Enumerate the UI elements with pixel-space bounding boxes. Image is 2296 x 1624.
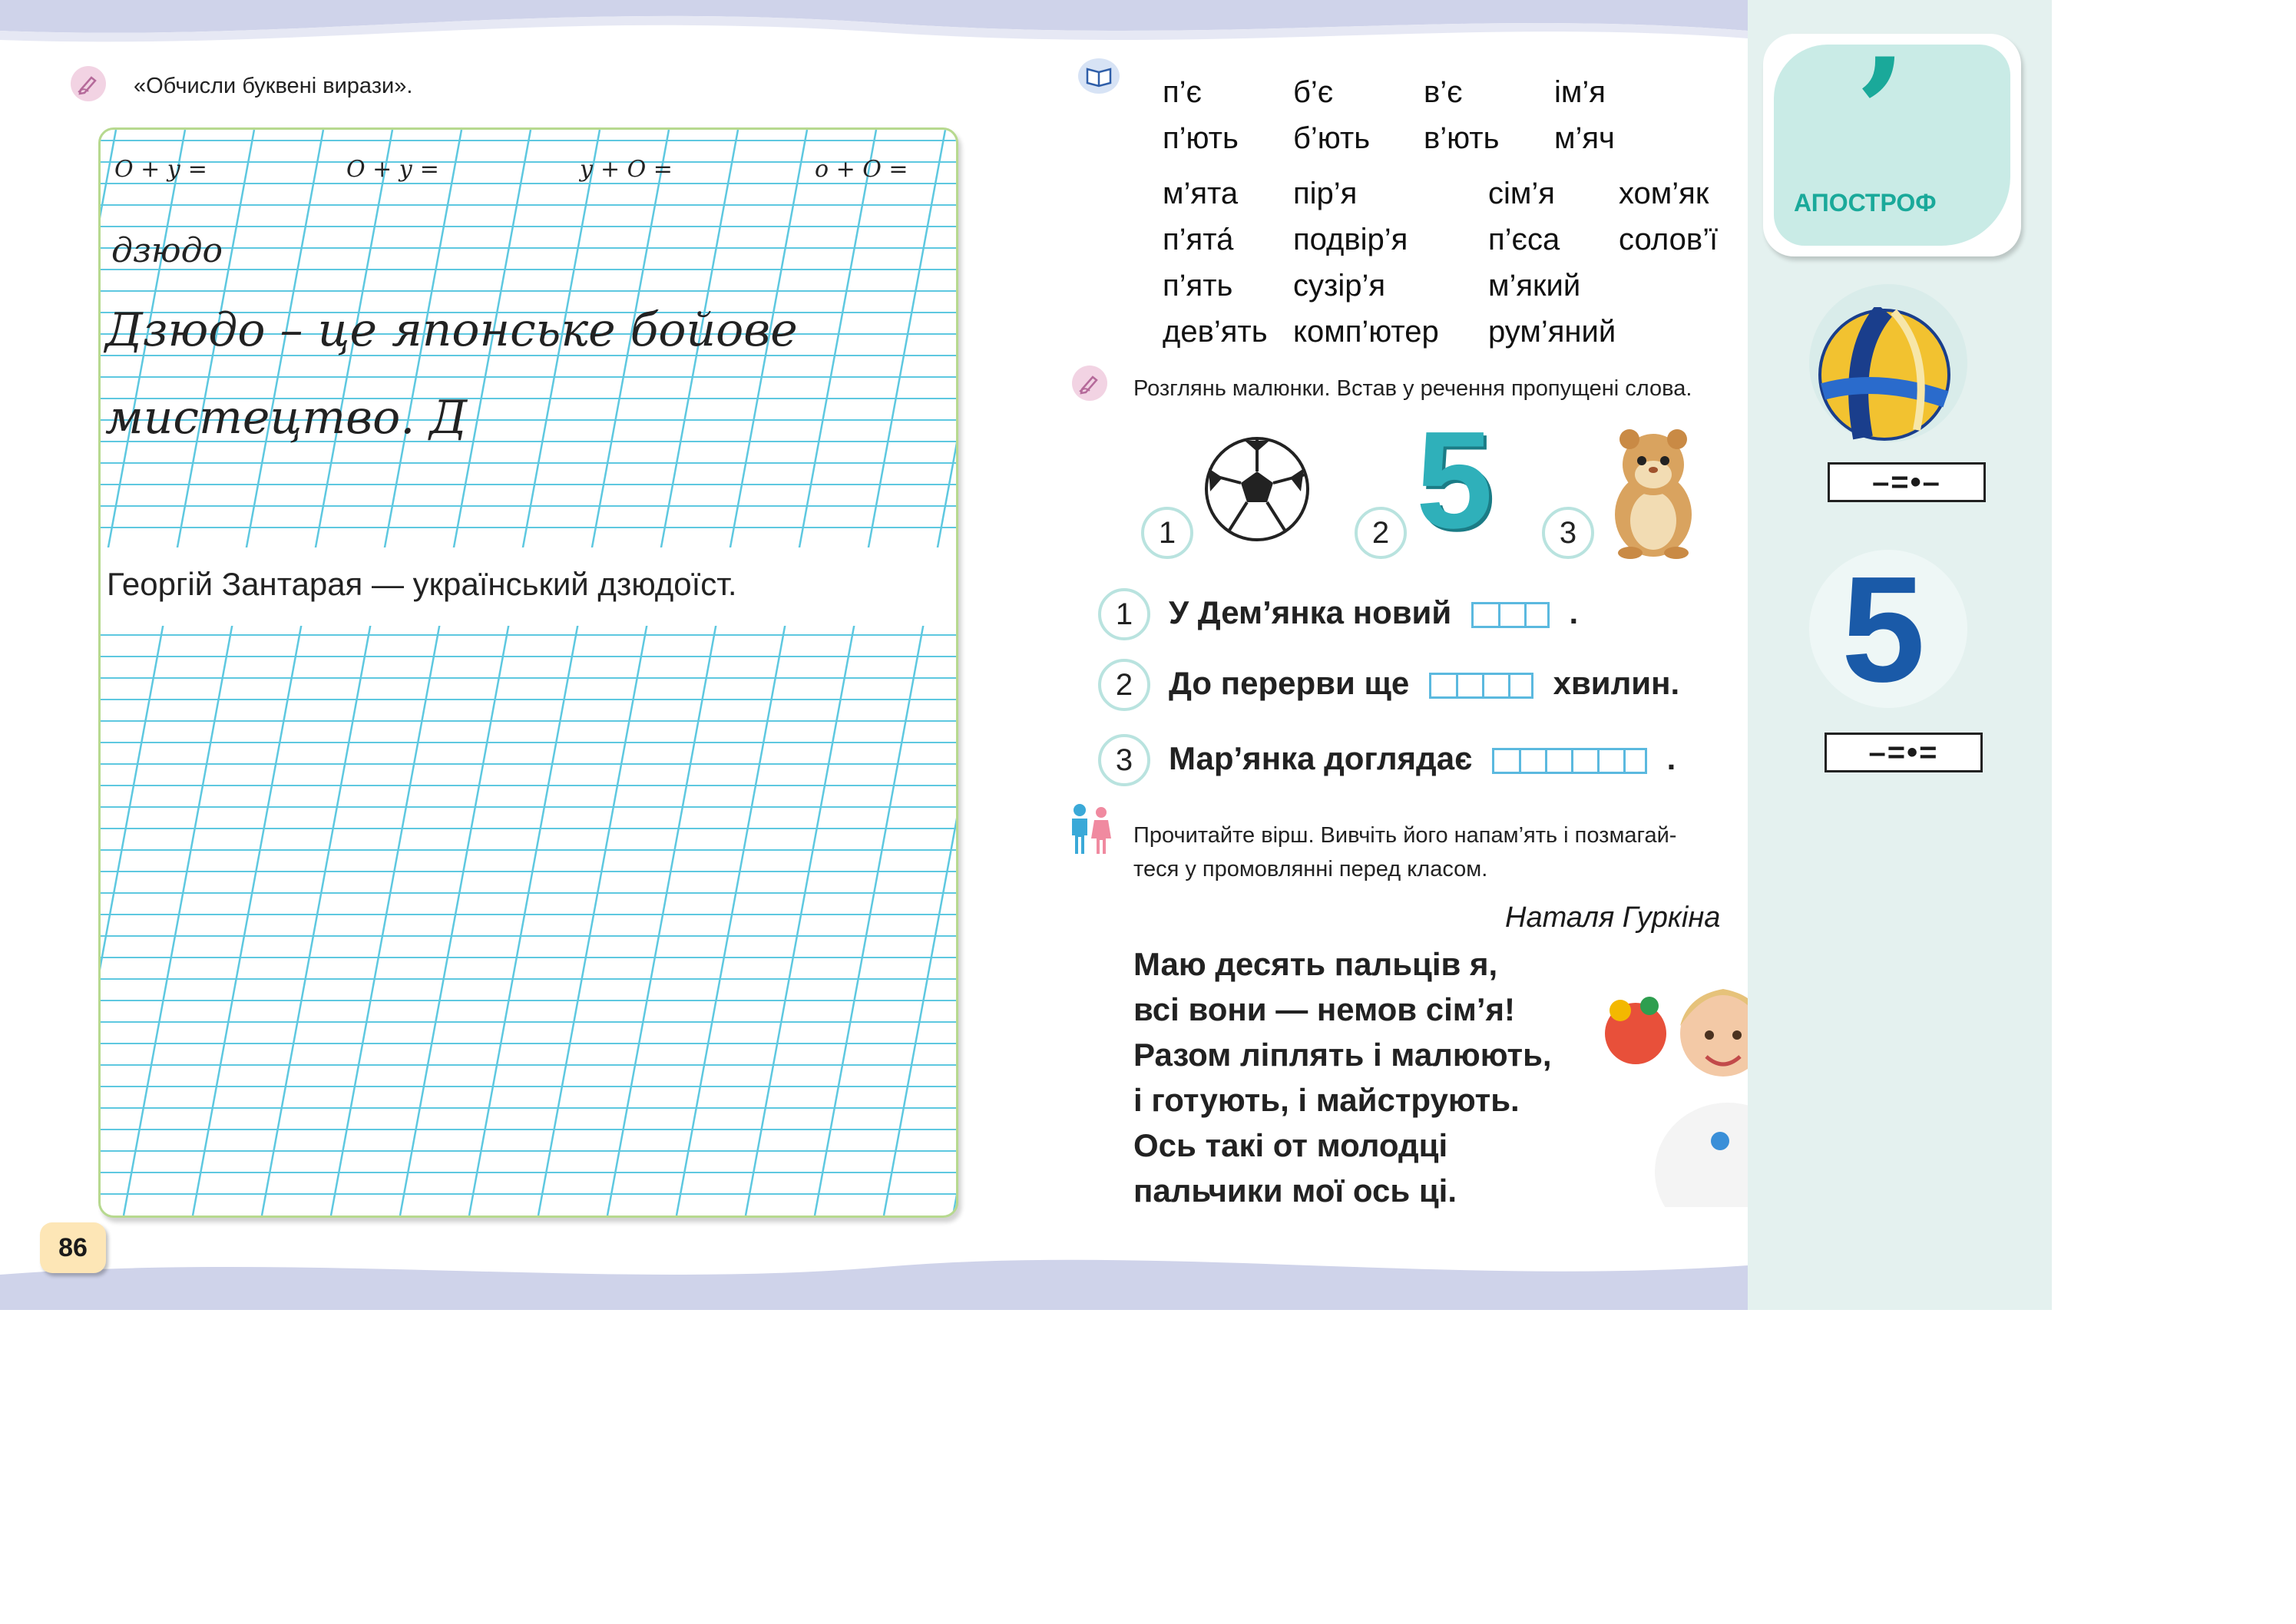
script-word: дзюдо (111, 231, 223, 270)
left-instruction: «Обчисли буквені вирази». (134, 74, 413, 98)
answer-blank[interactable] (1471, 602, 1550, 628)
apostrophe-title: АПОСТРОФ (1794, 189, 1937, 217)
sentence-1-text: У Дем’янка новий (1169, 594, 1452, 630)
script-line-1: Дзюдо – це японське бойове (105, 303, 798, 357)
hamster-icon (1603, 422, 1703, 561)
volleyball-icon (1817, 307, 1952, 442)
poem-instruction-line-1: Прочитайте вірш. Вивчіть його напам’ять і позмагай- (1133, 823, 1677, 848)
word: п’ять (1163, 269, 1233, 303)
picture-label-2: 2 (1355, 507, 1407, 559)
sentence-number-2: 2 (1098, 659, 1150, 711)
poem-line: і готують, і майструють. (1133, 1082, 1520, 1118)
sentence-1 (1169, 594, 1578, 631)
syllable: в’ють (1424, 121, 1500, 155)
word: п’ята́ (1163, 223, 1234, 256)
pencil-icon (1072, 365, 1107, 401)
picture-label-1: 1 (1141, 507, 1193, 559)
expression-2: О + у = (346, 156, 439, 183)
bottom-wave-decoration (0, 1244, 1748, 1310)
word: комп’ютер (1293, 315, 1439, 349)
syllable: ім’я (1554, 75, 1606, 109)
book-icon (1078, 58, 1120, 94)
syllable: б’є (1293, 75, 1334, 109)
poem-author: Наталя Гуркіна (1505, 901, 1721, 934)
answer-blank[interactable] (1429, 673, 1533, 699)
sentence-2 (1169, 665, 1679, 702)
word: солов’ї (1619, 223, 1719, 256)
expression-4: о + О = (815, 156, 908, 183)
print-sentence: Георгій Зантарая — український дзюдоїст. (107, 566, 737, 602)
sound-model-1: –=•– (1828, 462, 1986, 502)
word: подвір’я (1293, 223, 1408, 256)
picture-label-3: 3 (1542, 507, 1594, 559)
sentence-3-end: . (1666, 740, 1676, 776)
sentence-2-text: До перерви ще (1169, 665, 1410, 701)
pencil-icon (71, 66, 106, 101)
digit-five-picture: 5 (1416, 403, 1494, 557)
sentence-3 (1169, 740, 1676, 777)
expression-3: у + О = (580, 156, 673, 183)
soccer-ball-icon (1203, 435, 1312, 544)
people-icon (1066, 803, 1115, 855)
syllable: в’є (1424, 75, 1463, 109)
apostrophe-symbol: ’ (1855, 26, 1907, 197)
word: сім’я (1488, 177, 1555, 210)
poem-line: всі вони — немов сім’я! (1133, 991, 1516, 1027)
word: хом’як (1619, 177, 1709, 210)
script-line-2: мистецтво. Д (105, 391, 468, 445)
poem-line: Разом ліплять і малюють, (1133, 1037, 1552, 1073)
syllable: м’яч (1554, 121, 1615, 155)
notebook-ruling (101, 130, 956, 1216)
page-number-left: 86 (40, 1222, 106, 1273)
poem-line: Маю десять пальців я, (1133, 946, 1498, 982)
expression-1: О + у = (114, 156, 207, 183)
sentence-3-text: Мар’янка доглядає (1169, 740, 1473, 776)
word: п’єса (1488, 223, 1560, 256)
sentence-number-3: 3 (1098, 734, 1150, 786)
syllable: б’ють (1293, 121, 1371, 155)
word: рум’яний (1488, 315, 1616, 349)
word: м’ята (1163, 177, 1239, 210)
sentence-2-end: хвилин. (1553, 665, 1680, 701)
poem (1133, 941, 1552, 1213)
sentence-1-end: . (1569, 594, 1579, 630)
poem-instruction-line-2: теся у промовлянні перед класом. (1133, 857, 1488, 881)
apostrophe-card (1763, 26, 2021, 256)
poem-line: пальчики мої ось ці. (1133, 1173, 1457, 1209)
word: м’який (1488, 269, 1581, 303)
sound-model-2: –=•= (1825, 733, 1983, 772)
answer-blank[interactable] (1492, 748, 1647, 774)
sidebar-digit-five: 5 (1841, 545, 1926, 713)
syllable: п’є (1163, 75, 1202, 109)
syllable: п’ють (1163, 121, 1239, 155)
top-wave-decoration (0, 0, 1748, 69)
poem-line: Ось такі от молодці (1133, 1127, 1448, 1163)
word: дев’ять (1163, 315, 1268, 349)
pictures-instruction: Розглянь малюнки. Встав у речення пропущені слова. (1133, 376, 1692, 401)
sentence-number-1: 1 (1098, 588, 1150, 640)
word: сузір’я (1293, 269, 1386, 303)
word: пір’я (1293, 177, 1358, 210)
handwriting-notebook (98, 127, 958, 1218)
